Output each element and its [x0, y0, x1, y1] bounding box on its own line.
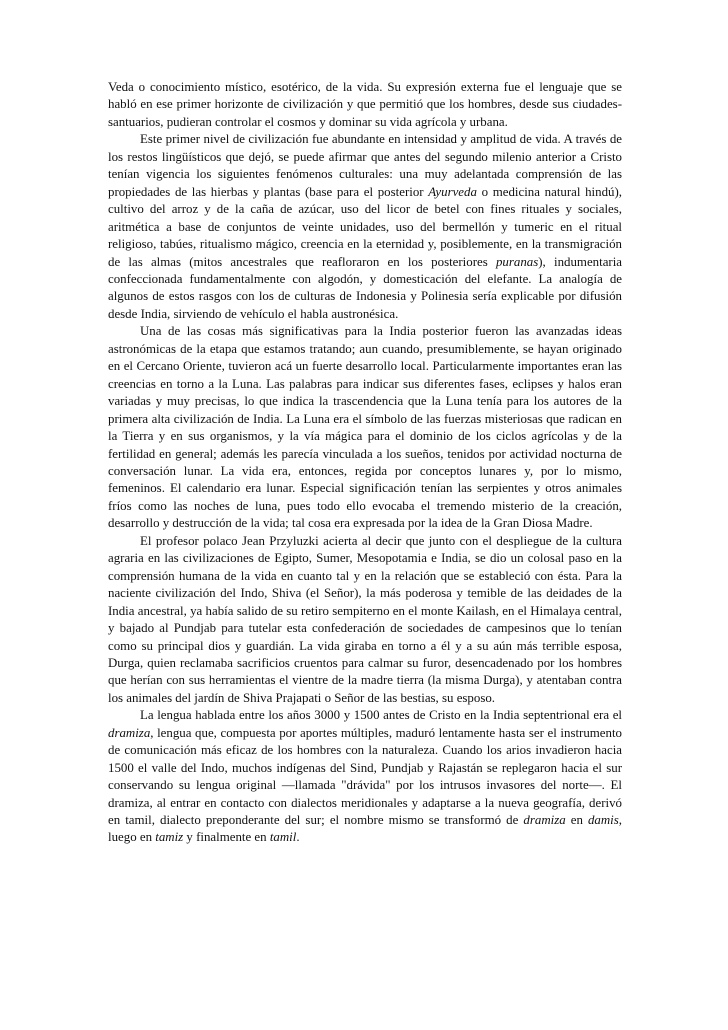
text-segment: Una de las cosas más significativas para la India posterior fueron las avanzadas ideas astronómicas de la etapa que estamos tratando; aun cuando, presumiblemente, se hayan originado en el Cercano Oriente, tuvieron acá un fuerte desarrollo local. Particularmente importantes eran las creencias en torno a la Luna. Las palabras para indicar sus diferentes fases, eclipses y halos eran variadas y muy precisas, lo que indica la trascendencia que la Luna tenía para los autores de la primera alta civilización de India. La Luna era el símbolo de las fuerzas misteriosas que radican en la Tierra y en sus organismos, y la vía mágica para el dominio de los ciclos agrícolas y de la fertilidad en general; además les parecía vinculada a los sueños, tenidos por actividad nocturna de conversación lunar. La vida era, entonces, regida por conceptos lunares y, por lo mismo, femeninos. El calendario era lunar. Especial significación tenían las serpientes y otros animales fríos como las noches de luna, pues todo ello evocaba el tremendo misterio de la creación, desarrollo y destrucción de la vida; tal cosa era expresada por la idea de la Gran Diosa Madre. [108, 324, 622, 531]
italic-term-ayurveda: Ayurveda [428, 184, 477, 199]
document-page [108, 79, 622, 847]
text-segment: Este primer nivel de civilización fue abundante en intensidad y amplitud de vida. A través de los restos lingüísticos que dejó, se puede afirmar que antes del segundo milenio anterior a Cristo tenían vigencia los siguientes fenómenos culturales: una muy adelantada comprensión de las propiedades de las hierbas y plantas (base para el posterior [108, 132, 622, 199]
paragraph-4 [108, 533, 622, 708]
text-segment: El profesor polaco Jean Przyluzki acierta al decir que junto con el despliegue de la cultura agraria en las civilizaciones de Egipto, Sumer, Mesopotamia e India, se dio un colosal paso en la comprensión humana de la vida en cuanto tal y en la relación que se estableció con ésta. Para la naciente civilización del Indo, Shiva (el Señor), la más poderosa y temible de las deidades de la India ancestral, ya había salido de su retiro sempiterno en el monte Kailash, en el Himalaya central, y bajado al Pundjab para tutelar esta confederación de sociedades de campesinos que lo tenían como su principal dios y guardián. La vida giraba en torno a él y a su aún más terrible esposa, Durga, quien reclamaba sacrificios cruentos para calmar su furor, desencadenado por los hombres que herían con sus herramientas el vientre de la madre tierra (la misma Durga), y atentaban contra los animales del jardín de Shiva Prajapati o Señor de las bestias, su esposo. [108, 533, 622, 705]
paragraph-5 [108, 707, 622, 847]
paragraph-3 [108, 323, 622, 532]
text-segment: o medicina natural hindú), cultivo del arroz y de la caña de azúcar, uso del licor de betel con fines rituales y sociales, aritmética a base de conjuntos de veinte unidades, uso del bermellón y tumeric en el ritual religioso, tabúes, ritualismo mágico, creencia en la eternidad y, posiblemente, en la transmigración de las almas (mitos ancestrales que reafloraron en los posteriores [108, 184, 622, 269]
text-segment: Veda o conocimiento místico, esotérico, de la vida. Su expresión externa fue el lenguaje que se habló en ese primer horizonte de civilización y que permitió que los hombres, desde sus ciudades-santuarios, pudieran controlar el cosmos y dominar su vida agrícola y urbana. [108, 80, 622, 129]
italic-term-dramiza: dramiza [108, 725, 151, 740]
text-segment: , lengua que, compuesta por aportes múltiples, maduró lentamente hasta ser el instrumento de comunicación más eficaz de los hombres con la naturaleza. Cuando los arios invadieron hacia 1500 el valle del Indo, muchos indígenas del Sind, Pundjab y Rajastán se replegaron hacia el sur conservando su lengua original —llamada "drávida" por los intrusos invasores del norte—. El dramiza, al entrar en contacto con dialectos meridionales y adaptarse a la nueva geografía, derivó en tamil, dialecto preponderante del sur; el nombre mismo se transformó de [108, 725, 622, 828]
paragraph-2 [108, 131, 622, 323]
italic-term-tamiz: tamiz [155, 830, 184, 845]
text-segment: . [296, 830, 300, 845]
text-segment: La lengua hablada entre los años 3000 y 1500 antes de Cristo en la India septentrional era el [140, 708, 622, 723]
text-segment: y finalmente en [183, 830, 270, 845]
paragraph-1 [108, 79, 622, 131]
text-segment: , luego en [108, 813, 622, 845]
italic-term-dramiza: dramiza [523, 813, 566, 828]
text-segment: en [565, 813, 588, 828]
text-segment: ), indumentaria confeccionada fundamentalmente con algodón, y domesticación del elefante. La analogía de algunos de estos rasgos con los de culturas de Indonesia y Polinesia sería explicable por difusión desde India, sirviendo de vehículo el habla austronésica. [108, 254, 623, 321]
italic-term-tamil: tamil [269, 830, 297, 845]
italic-term-damis: damis [587, 813, 619, 828]
italic-term-puranas: puranas [495, 254, 539, 269]
